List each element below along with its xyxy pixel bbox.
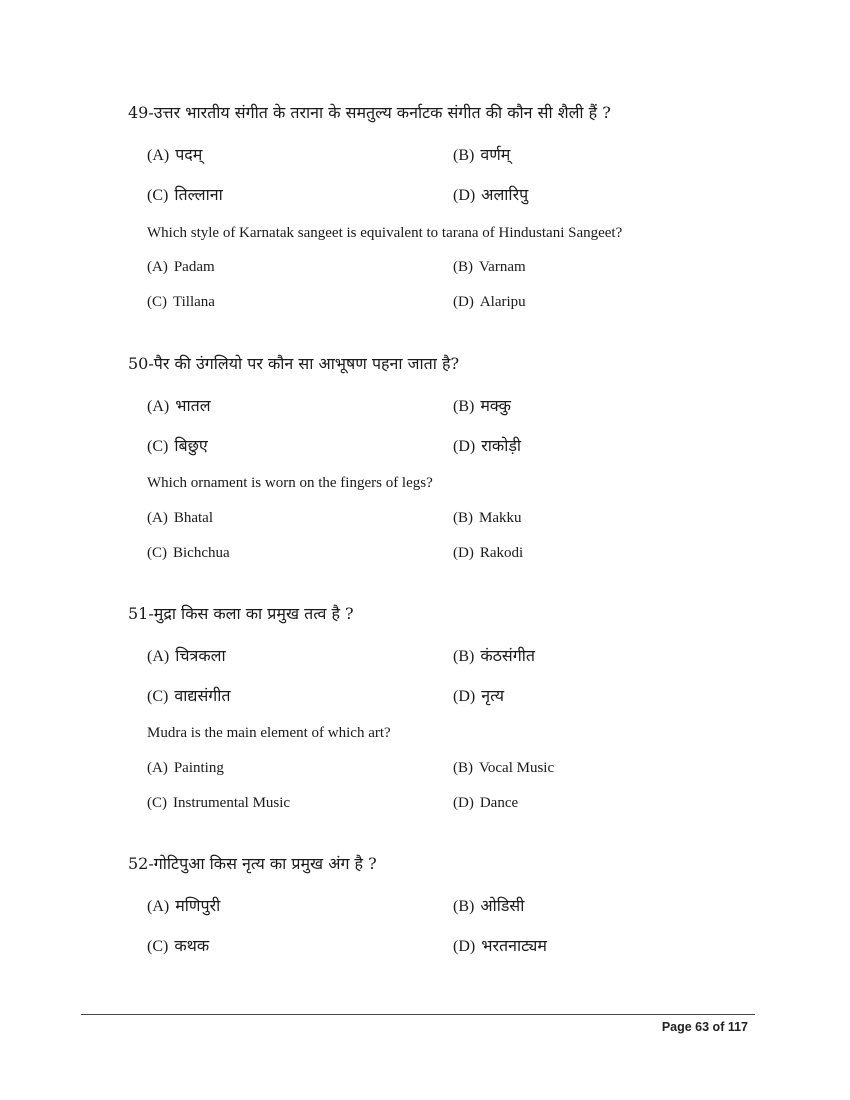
option-d-hindi: (D) राकोड़ी (453, 436, 522, 455)
option-d-hindi: (D) नृत्य (453, 686, 505, 705)
option-d-hindi: (D) भरतनाट्यम (453, 936, 547, 955)
page-number: Page 63 of 117 (661, 1020, 748, 1034)
option-b-hindi: (B) ओडिसी (453, 896, 525, 915)
option-c-hindi: (C) वाद्यसंगीत (147, 686, 231, 705)
question-text-hindi: गोटिपुआ किस नृत्य का प्रमुख अंग है ? (153, 854, 377, 873)
option-d-english: (D) Rakodi (453, 545, 524, 561)
question-text-hindi: मुद्रा किस कला का प्रमुख तत्व है ? (153, 604, 354, 623)
option-c-hindi: (C) बिछुए (147, 436, 208, 455)
option-d-hindi: (D) अलारिपु (453, 185, 529, 204)
option-c-english: (C) Instrumental Music (147, 795, 291, 811)
option-a-english: (A) Painting (147, 760, 224, 776)
option-a-english: (A) Padam (147, 259, 215, 275)
question-number: 52- (128, 854, 154, 873)
option-b-english: (B) Varnam (453, 259, 526, 275)
question-number: 49- (128, 103, 154, 122)
question-49-hindi (128, 101, 611, 123)
question-text-hindi: पैर की उंगलियो पर कौन सा आभूषण पहना जाता है? (153, 354, 460, 373)
option-d-english: (D) Dance (453, 795, 519, 811)
question-number: 50- (128, 354, 154, 373)
question-text-hindi: उत्तर भारतीय संगीत के तराना के समतुल्य कर्नाटक संगीत की कौन सी शैली हैं ? (153, 103, 611, 122)
option-b-english: (B) Makku (453, 510, 522, 526)
option-c-english: (C) Tillana (147, 294, 215, 310)
question-49-english: Which style of Karnatak sangeet is equivalent to tarana of Hindustani Sangeet? (147, 225, 623, 241)
option-c-english: (C) Bichchua (147, 545, 230, 561)
option-d-english: (D) Alaripu (453, 294, 526, 310)
footer-divider (81, 1014, 755, 1015)
option-a-hindi: (A) भातल (147, 396, 211, 415)
option-b-hindi: (B) वर्णम् (453, 145, 511, 164)
option-b-hindi: (B) मक्कु (453, 396, 511, 415)
question-51-english: Mudra is the main element of which art? (147, 725, 391, 741)
option-c-hindi: (C) कथक (147, 936, 210, 955)
option-a-hindi: (A) चित्रकला (147, 646, 226, 665)
option-b-hindi: (B) कंठसंगीत (453, 646, 536, 665)
question-52-hindi (128, 852, 377, 874)
question-51-hindi (128, 602, 354, 624)
option-a-english: (A) Bhatal (147, 510, 213, 526)
option-a-hindi: (A) पदम् (147, 145, 203, 164)
option-c-hindi: (C) तिल्लाना (147, 185, 223, 204)
option-a-hindi: (A) मणिपुरी (147, 896, 221, 915)
question-50-hindi (128, 352, 459, 374)
option-b-english: (B) Vocal Music (453, 760, 555, 776)
question-50-english: Which ornament is worn on the fingers of legs? (147, 475, 433, 491)
question-number: 51- (128, 604, 154, 623)
